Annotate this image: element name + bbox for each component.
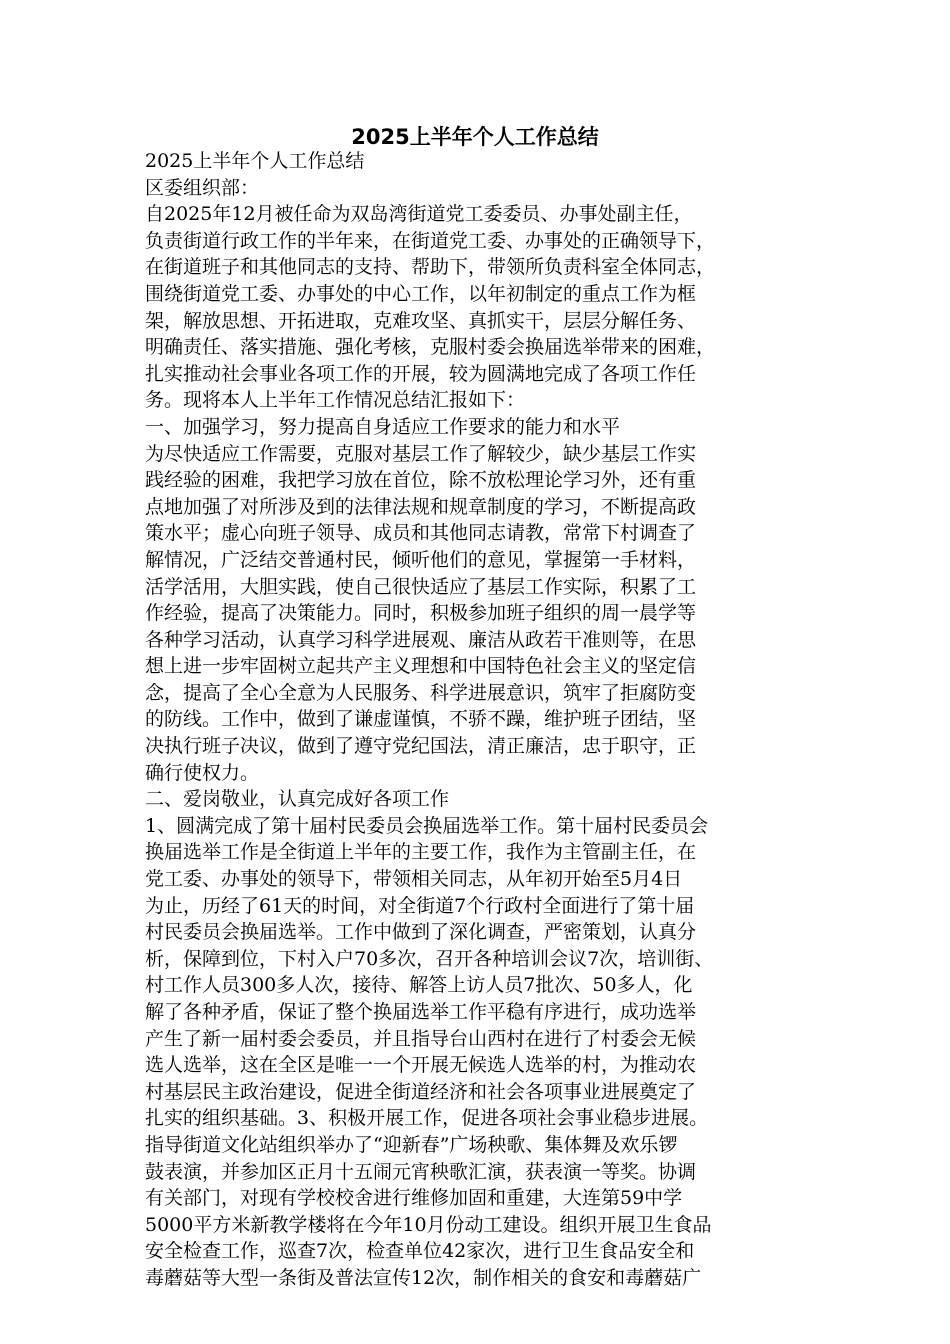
text-line: 念，提高了全心全意为人民服务、科学进展意识，筑牢了拒腐防变	[145, 681, 697, 704]
text-line: 围绕街道党工委、办事处的中心工作，以年初制定的重点工作为框	[145, 282, 697, 305]
text-line: 二、爱岗敬业，认真完成好各项工作	[145, 788, 450, 811]
text-line: 安全检查工作，巡查7次，检查单位42家次，进行卫生食品安全和	[145, 1240, 695, 1263]
text-line: 为尽快适应工作需要，克服对基层工作了解较少，缺少基层工作实	[145, 442, 697, 465]
text-line: 自2025年12月被任命为双岛湾街道党工委委员、办事处副主任，	[145, 203, 693, 226]
text-line: 想上进一步牢固树立起共产主义理想和中国特色社会主义的坚定信	[145, 655, 697, 678]
text-line: 党工委、办事处的领导下，带领相关同志，从年初开始至5月4日	[145, 868, 683, 891]
text-line: 1、圆满完成了第十届村民委员会换届选举工作。第十届村民委员会	[145, 814, 709, 837]
text-line: 村工作人员300多人次，接待、解答上访人员7批次、50多人，化	[145, 974, 693, 997]
text-line: 扎实推动社会事业各项工作的开展，较为圆满地完成了各项工作任	[145, 362, 697, 385]
text-line: 活学活用，大胆实践，使自己很快适应了基层工作实际，积累了工	[145, 575, 697, 598]
text-line: 指导街道文化站组织举办了“迎新春”广场秧歌、集体舞及欢乐锣	[145, 1133, 678, 1156]
text-line: 解了各种矛盾，保证了整个换届选举工作平稳有序进行，成功选举	[145, 1001, 697, 1023]
text-line: 解情况，广泛结交普通村民，倾听他们的意见，掌握第一手材料，	[145, 548, 697, 571]
text-line: 毒蘑菇等大型一条街及普法宣传12次，制作相关的食安和毒蘑菇广	[145, 1266, 702, 1289]
text-line: 的防线。工作中，做到了谦虚谨慎，不骄不躁，维护班子团结，坚	[145, 708, 697, 731]
text-line: 务。现将本人上半年工作情况总结汇报如下：	[145, 389, 526, 412]
text-line: 践经验的困难，我把学习放在首位，除不放松理论学习外，还有重	[145, 469, 697, 492]
text-line: 扎实的组织基础。3、积极开展工作，促进各项社会事业稳步进展。	[145, 1107, 709, 1130]
text-line: 各种学习活动，认真学习科学进展观、廉洁从政若干准则等，在思	[145, 628, 697, 651]
document-title: 2025上半年个人工作总结	[351, 125, 599, 149]
text-line: 村基层民主政治建设，促进全街道经济和社会各项事业进展奠定了	[145, 1080, 697, 1103]
text-line: 析，保障到位，下村入户70多次，召开各种培训会议7次，培训街、	[145, 947, 714, 970]
text-line: 作经验，提高了决策能力。同时，积极参加班子组织的周一晨学等	[145, 602, 697, 625]
text-line: 选人选举，这在全区是唯一一个开展无候选人选举的村，为推动农	[145, 1054, 697, 1077]
text-line: 2025上半年个人工作总结	[145, 150, 365, 172]
text-line: 产生了新一届村委会委员，并且指导台山西村在进行了村委会无候	[145, 1027, 697, 1050]
text-line: 换届选举工作是全街道上半年的主要工作，我作为主管副主任，在	[145, 841, 697, 864]
document-body	[145, 148, 810, 1292]
text-line: 鼓表演，并参加区正月十五闹元宵秧歌汇演，获表演一等奖。协调	[145, 1160, 697, 1183]
text-line: 5000平方米新教学楼将在今年10月份动工建设。组织开展卫生食品	[145, 1213, 712, 1236]
text-line: 架，解放思想、开拓进取，克难攻坚、真抓实干，层层分解任务、	[145, 309, 697, 332]
text-line: 区委组织部：	[145, 176, 260, 199]
text-line: 确行使权力。	[145, 761, 260, 784]
text-line: 决执行班子决议，做到了遵守党纪国法，清正廉洁，忠于职守，正	[145, 735, 697, 758]
text-line: 在街道班子和其他同志的支持、帮助下，带领所负责科室全体同志，	[145, 256, 716, 279]
text-line: 为止，历经了61天的时间，对全街道7个行政村全面进行了第十届	[145, 894, 695, 917]
text-line: 一、加强学习，努力提高自身适应工作要求的能力和水平	[145, 415, 621, 438]
text-line: 点地加强了对所涉及到的法律法规和规章制度的学习，不断提高政	[145, 495, 697, 518]
text-line: 负责街道行政工作的半年来，在街道党工委、办事处的正确领导下，	[145, 229, 716, 252]
text-line: 村民委员会换届选举。工作中做到了深化调查，严密策划，认真分	[145, 921, 697, 944]
text-line: 有关部门，对现有学校校舍进行维修加固和重建，大连第59中学	[145, 1187, 683, 1210]
text-line: 策水平；虚心向班子领导、成员和其他同志请教，常常下村调查了	[145, 522, 697, 545]
text-line: 明确责任、落实措施、强化考核，克服村委会换届选举带来的困难，	[145, 336, 716, 359]
